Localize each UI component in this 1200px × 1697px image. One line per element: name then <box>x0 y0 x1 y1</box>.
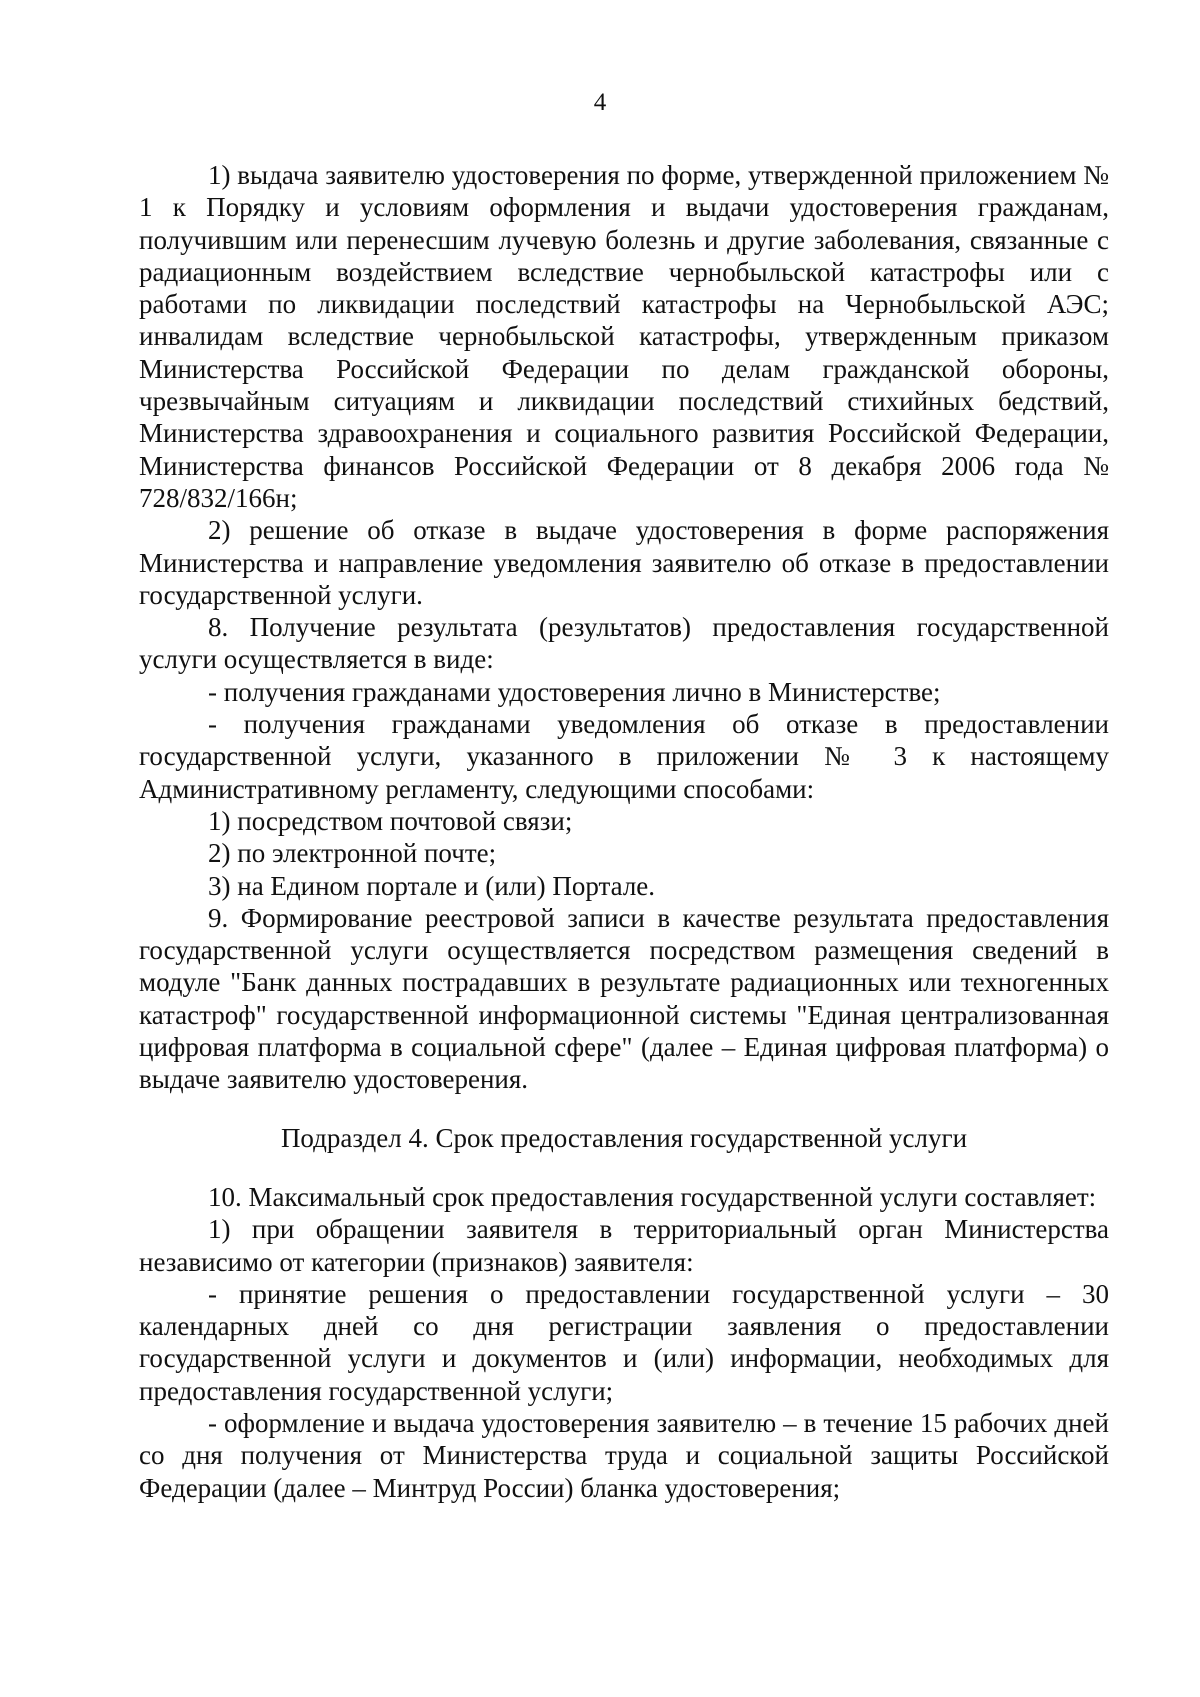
list-item-decision-term: - принятие решения о предоставлении государственной услуги – 30 календарных дней со дня регистрации заявления о предоставлении государственной услуги и документов и (или) информации, необходимых для предоставления государственной услуги; <box>139 1278 1109 1406</box>
paragraph-refusal-decision: 2) решение об отказе в выдаче удостоверения в форме распоряжения Министерства и направление уведомления заявителю об отказе в предоставлении государственной услуги. <box>139 515 1109 610</box>
list-item-receive-in-person: - получения гражданами удостоверения лично в Министерстве; <box>208 676 941 707</box>
list-item-issuance-term: - оформление и выдача удостоверения заявителю – в течение 15 рабочих дней со дня получения от Министерства труда и социальной защиты Российской Федерации (далее – Минтруд России) бланка удостоверения; <box>139 1407 1109 1503</box>
list-item-email: 2) по электронной почте; <box>208 838 497 869</box>
list-item-portal: 3) на Едином портале и (или) Портале. <box>208 870 656 901</box>
paragraph-item-10: 10. Максимальный срок предоставления государственной услуги составляет: <box>208 1181 1097 1212</box>
list-item-receive-refusal: - получения гражданами уведомления об отказе в предоставлении государственной услуги, указанного в приложении № 3 к настоящему Административному регламенту, следующими способами: <box>139 709 1109 804</box>
paragraph-territorial-body: 1) при обращении заявителя в территориальный орган Министерства независимо от категории (признаков) заявителя: <box>139 1214 1109 1277</box>
document-body <box>139 159 1109 1504</box>
paragraph-item-9: 9. Формирование реестровой записи в качестве результата предоставления государственной услуги осуществляется посредством размещения сведений в модуле "Банк данных пострадавших в результате радиационных или техногенных катастроф" государственной информационной системы "Единая централизованная цифровая платформа в социальной сфере" (далее – Единая цифровая платформа) о выдаче заявителю удостоверения. <box>139 902 1109 1095</box>
section-heading: Подраздел 4. Срок предоставления государственной услуги <box>280 1122 968 1153</box>
page-number: 4 <box>593 89 607 116</box>
list-item-postal: 1) посредством почтовой связи; <box>208 805 573 836</box>
paragraph-result-issuance: 1) выдача заявителю удостоверения по форме, утвержденной приложением № 1 к Порядку и условиям оформления и выдачи удостоверения гражданам, получившим или перенесшим лучевую болезнь и другие заболевания, связанные с радиационным воздействием вследствие чернобыльской катастрофы или с работами по ликвидации последствий катастрофы на Чернобыльской АЭС; инвалидам вследствие чернобыльской катастрофы, утвержденным приказом Министерства Российской Федерации по делам гражданской обороны, чрезвычайным ситуациям и ликвидации последствий стихийных бедствий, Министерства здравоохранения и социального развития Российской Федерации, Министерства финансов Российской Федерации от 8 декабря 2006 года № 728/832/166н; <box>139 160 1109 513</box>
paragraph-item-8: 8. Получение результата (результатов) предоставления государственной услуги осуществляется в виде: <box>139 612 1109 675</box>
